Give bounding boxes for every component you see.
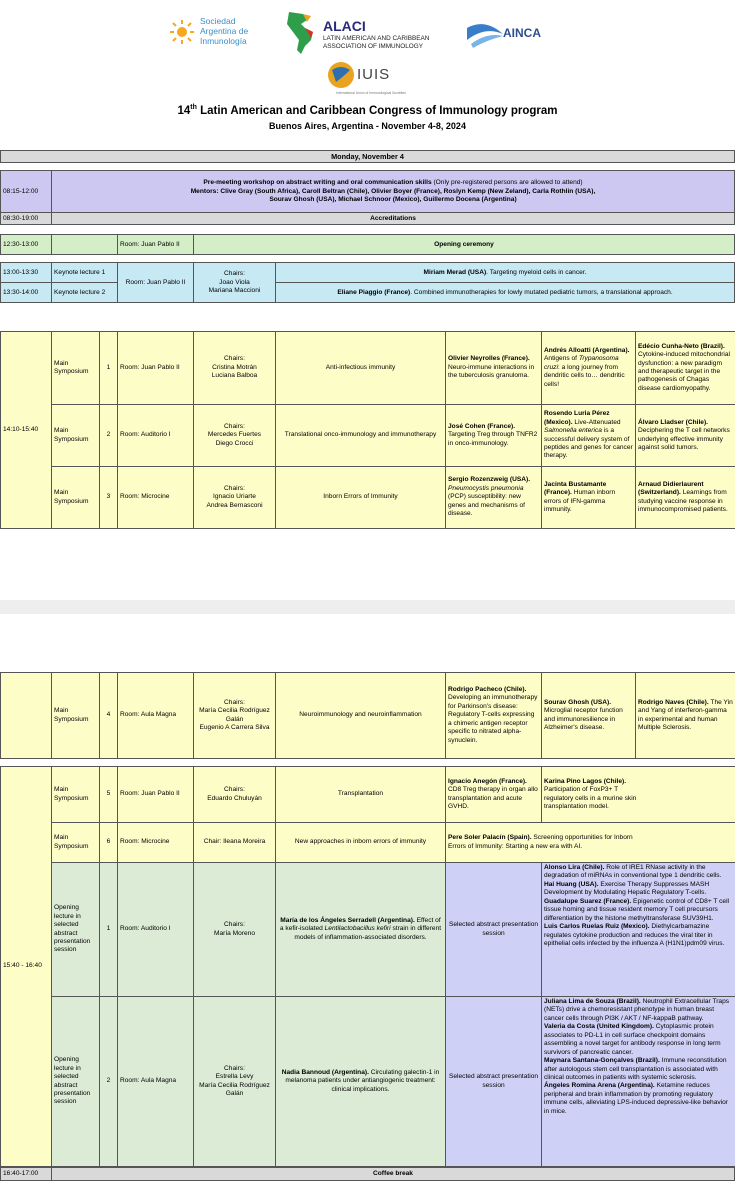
abstract-list	[542, 997, 735, 1167]
block3-table	[0, 766, 735, 1167]
workshop-time: 08:15-12:00	[1, 171, 52, 213]
symposium-type: Main Symposium	[52, 673, 100, 759]
opening-label: Opening ceremony	[194, 235, 735, 255]
coffee-label: Coffee break	[52, 1168, 735, 1181]
speaker-2: Jacinta Bustamante (France). Human inborn errors of IFN-gamma immunity.	[542, 467, 636, 529]
symposium-room: Room: Microcine	[118, 467, 194, 529]
opening-time: 12:30-13:00	[1, 235, 52, 255]
abstract-item: Hai Huang (USA). Exercise Therapy Suppresses MASH Development by Modulating Hepatic Regulatory T-cells.	[544, 880, 710, 897]
workshop-mentors-2: Sourav Ghosh (USA), Michael Schnoor (Mexico), Guillermo Docena (Argentina)	[269, 196, 517, 204]
selected-abstract-session: Selected abstract presentation session	[446, 997, 542, 1167]
keynote1-label: Keynote lecture 1	[52, 263, 118, 283]
session-number: 1	[100, 863, 118, 997]
session-chairs: Chairs: Estrella Levy María Cecilia Rodríguez Galán	[194, 997, 276, 1167]
session-number: 2	[100, 997, 118, 1167]
ainca-logo	[465, 18, 565, 50]
symposium-number: 1	[100, 332, 118, 405]
speaker-2: Andrés Alloatti (Argentina). Antigens of Trypanosoma cruzi: a long journey from dendritic cells to… dendritic cells!	[542, 332, 636, 405]
symposium-type: Main Symposium	[52, 767, 100, 823]
symposium-chairs: Chairs: Eduardo Chuluyán	[194, 767, 276, 823]
coffee-table	[0, 1167, 735, 1181]
speaker-1: Sergio Rozenzweig (USA). Pneumocystis pneumonia (PCP) susceptibility: new genes and mechanisms of disease.	[446, 467, 542, 529]
abstract-item: Juliana Lima de Souza (Brazil). Neutrophil Extracellular Traps (NETs) drive a chemoresistant phenotype in human breast cancer cells through PI3K / AKT / NF-kappaB pathway.	[544, 998, 730, 1022]
page-title: 14th Latin American and Caribbean Congress of Immunology program	[177, 104, 558, 117]
symposium-chair: Chair: Ileana Moreira	[194, 823, 276, 863]
speaker-1: José Cohen (France). Targeting Treg through TNFR2 in onco-immunology.	[446, 405, 542, 467]
alaci-line-2: ASSOCIATION OF IMMUNOLOGY	[323, 42, 424, 50]
iuis-name: IUIS	[357, 66, 391, 83]
symposium-number: 4	[100, 673, 118, 759]
symposium-number: 3	[100, 467, 118, 529]
keynote2-label: Keynote lecture 2	[52, 283, 118, 303]
opening-lecture: María de los Ángeles Serradell (Argentina). Effect of a kefir-isolated Lentilactobacillus kefiri strain in different models of inflammation-associated disorders.	[276, 863, 446, 997]
sai-line-2: Argentina de	[200, 25, 249, 36]
session-room: Room: Aula Magna	[118, 997, 194, 1167]
abstract-item: Valeria da Costa (United Kingdom). Cytoplasmic protein associates to PD-L1 in cell surface checkpoint domains assembling a novel target for antibody response in long term survivors of pancreatic cancer.	[544, 1023, 721, 1056]
sai-logo	[168, 14, 278, 56]
session-chairs: Chairs: María Moreno	[194, 863, 276, 997]
abstract-list	[542, 863, 735, 997]
accreditation-time: 08:30-19:00	[1, 213, 52, 225]
spacer-row	[1, 255, 735, 263]
keynote-room: Room: Juan Pablo II	[118, 263, 194, 303]
page-break	[0, 600, 735, 614]
opening-blank	[52, 235, 118, 255]
day-header: Monday, November 4	[1, 151, 735, 163]
speaker-3: Arnaud Didierlaurent (Switzerland). Learnings from studying vaccine response in immunocompromised patients.	[636, 467, 735, 529]
workshop-cell	[52, 171, 735, 213]
symposium-number: 6	[100, 823, 118, 863]
speaker-1: Pere Soler Palacín (Spain). Screening opportunities for Inborn Errors of Immunity: Starting a new era with AI.	[446, 823, 735, 863]
selected-abstract-session: Selected abstract presentation session	[446, 863, 542, 997]
block2-time	[1, 673, 52, 759]
symposium-number: 5	[100, 767, 118, 823]
symposium-topic: Neuroimmunology and neuroinflammation	[276, 673, 446, 759]
opening-room: Room: Juan Pablo II	[118, 235, 194, 255]
keynote1-time: 13:00-13:30	[1, 263, 52, 283]
speaker-1: Ignacio Anegón (France). CD8 Treg therapy in organ allo transplantation and acute GVHD.	[446, 767, 542, 823]
ainca-swoosh-icon	[465, 18, 505, 50]
keynote2-talk: Eliane Piaggio (France). Combined immunotherapies for lowly mutated pediatric tumors, a translational approach.	[276, 283, 735, 303]
block3-time: 15:40 - 16:40	[1, 767, 52, 1167]
globe-icon	[326, 60, 356, 90]
abstract-item: Luis Carlos Ruelas Ruiz (Mexico). Diethylcarbamazine regulates cytokine production and reduces the viral titer in epithelial cells infected by the influenza A (H1N1)pdm09 virus.	[544, 923, 725, 947]
symposium-room: Room: Auditorio I	[118, 405, 194, 467]
alaci-line-1: LATIN AMERICAN AND CARIBBEAN	[323, 35, 430, 42]
page-subtitle: Buenos Aires, Argentina - November 4-8, 2024	[269, 121, 466, 131]
symposium-topic: Translational onco-immunology and immunotherapy	[276, 405, 446, 467]
symposium-type: Main Symposium	[52, 823, 100, 863]
spacer-row	[1, 225, 735, 235]
alaci-name: ALACI	[323, 18, 366, 34]
symposium-room: Room: Juan Pablo II	[118, 332, 194, 405]
speaker-2: Sourav Ghosh (USA). Microglial receptor function and immunoresilience in Alzheimer's disease.	[542, 673, 636, 759]
block2-table	[0, 672, 735, 759]
speaker-1: Olivier Neyrolles (France). Neuro-immune interactions in the tuberculosis granuloma.	[446, 332, 542, 405]
symposium-topic: Transplantation	[276, 767, 446, 823]
opening-lecture-type: Opening lecture in selected abstract presentation session	[52, 863, 100, 997]
schedule-top-table	[0, 150, 735, 303]
abstract-item: Ángeles Romina Arena (Argentina). Ketamine reduces peripheral and brain inflammation by promoting regulatory immune cells, alleviating LPS-induced depressive-like behavior in mice.	[544, 1082, 728, 1115]
abstract-item: Alonso Lira (Chile). Role of IRE1 RNase activity in the degradation of miRNAs in conventional type 1 dendritic cells.	[544, 864, 722, 880]
symposium-room: Room: Juan Pablo II	[118, 767, 194, 823]
speaker-1: Rodrigo Pacheco (Chile). Developing an immunotherapy for Parkinson's disease: Regulatory T-cells expressing a chimeric antigen receptor specific to nitrated alpha-synuclein.	[446, 673, 542, 759]
abstract-item: Guadalupe Suarez (France). Epigenetic control of CD8+ T cell tissue homing and tissue resident memory T cell precursors differentiation by the histone methyltransferase SUV39H1.	[544, 897, 730, 922]
workshop-note: (Only pre-registered persons are allowed to attend)	[431, 179, 583, 187]
symposium-topic: New approaches in inborn errors of immunity	[276, 823, 446, 863]
accreditation-label: Accreditations	[52, 213, 735, 225]
opening-lecture: Nadia Bannoud (Argentina). Circulating galectin-1 in melanoma patients under antiangiogenic treatment: clinical implications.	[276, 997, 446, 1167]
symposium-type: Main Symposium	[52, 332, 100, 405]
symposium-chairs: Chairs: Cristina Motrán Luciana Balboa	[194, 332, 276, 405]
coffee-time: 16:40-17:00	[1, 1168, 52, 1181]
symposium-chairs: Chairs: Ignacio Uriarte Andrea Bernasconi	[194, 467, 276, 529]
ainca-name: AINCA	[503, 26, 541, 40]
workshop-mentors-1: Mentors: Clive Gray (South Africa), Caroll Beltran (Chile), Olivier Boyer (France), Roslyn Kemp (New Zeland), Carla Rothlin (USA),	[190, 187, 596, 195]
speaker-3: Edécio Cunha-Neto (Brazil). Cytokine-induced mitochondrial dysfunction: a new paradigm and therapeutic target in the pathogenesis of Chagas disease cardiomyopathy.	[636, 332, 735, 405]
block1-time: 14:10-15:40	[1, 332, 52, 529]
speaker-2: Rosendo Luria Pérez (Mexico). Live-Attenuated Salmonella enterica is a successful delivery system of peptides and genes for cancer therapy.	[542, 405, 636, 467]
speaker-2: Karina Pino Lagos (Chile). Participation of FoxP3+ T regulatory cells in a murine skin transplantation model.	[542, 767, 735, 823]
keynote1-talk: Miriam Merad (USA). Targeting myeloid cells in cancer.	[276, 263, 735, 283]
symposium-topic: Inborn Errors of Immunity	[276, 467, 446, 529]
symposium-type: Main Symposium	[52, 405, 100, 467]
sai-line-3: Inmunología	[200, 35, 247, 46]
speaker-3: Álvaro Lladser (Chile). Deciphering the T cell networks underlying effective immunity against solid tumors.	[636, 405, 735, 467]
symposium-room: Room: Aula Magna	[118, 673, 194, 759]
keynote-chairs: Chairs: Joao Viola Mariana Maccioni	[194, 263, 276, 303]
symposium-chairs: Chairs: Mercedes Fuertes Diego Crocci	[194, 405, 276, 467]
alaci-logo	[283, 10, 453, 56]
session-room: Room: Auditorio I	[118, 863, 194, 997]
symposium-type: Main Symposium	[52, 467, 100, 529]
speaker-3: Rodrigo Naves (Chile). The Yin and Yang of interferon-gamma in experimental and human Multiple Sclerosis.	[636, 673, 735, 759]
abstract-item: Maynara Santana-Gonçalves (Brazil). Immune reconstitution after autologous stem cell transplantation is associated with clinical outcomes in patients with systemic sclerosis.	[544, 1057, 727, 1081]
opening-lecture-type: Opening lecture in selected abstract presentation session	[52, 997, 100, 1167]
sai-line-1: Sociedad	[200, 16, 236, 26]
block1-table	[0, 331, 735, 529]
keynote2-time: 13:30-14:00	[1, 283, 52, 303]
iuis-logo	[326, 60, 416, 98]
spacer-row	[1, 163, 735, 171]
symposium-chairs: Chairs: María Cecilia Rodríguez Galán Eugenio A Carrera Silva	[194, 673, 276, 759]
iuis-tagline: International Union of Immunological Societies	[336, 91, 406, 95]
americas-map-icon	[283, 10, 323, 56]
symposium-topic: Anti-infectious immunity	[276, 332, 446, 405]
symposium-number: 2	[100, 405, 118, 467]
symposium-room: Room: Microcine	[118, 823, 194, 863]
workshop-title: Pre-meeting workshop on abstract writing and oral communication skills	[203, 179, 432, 187]
